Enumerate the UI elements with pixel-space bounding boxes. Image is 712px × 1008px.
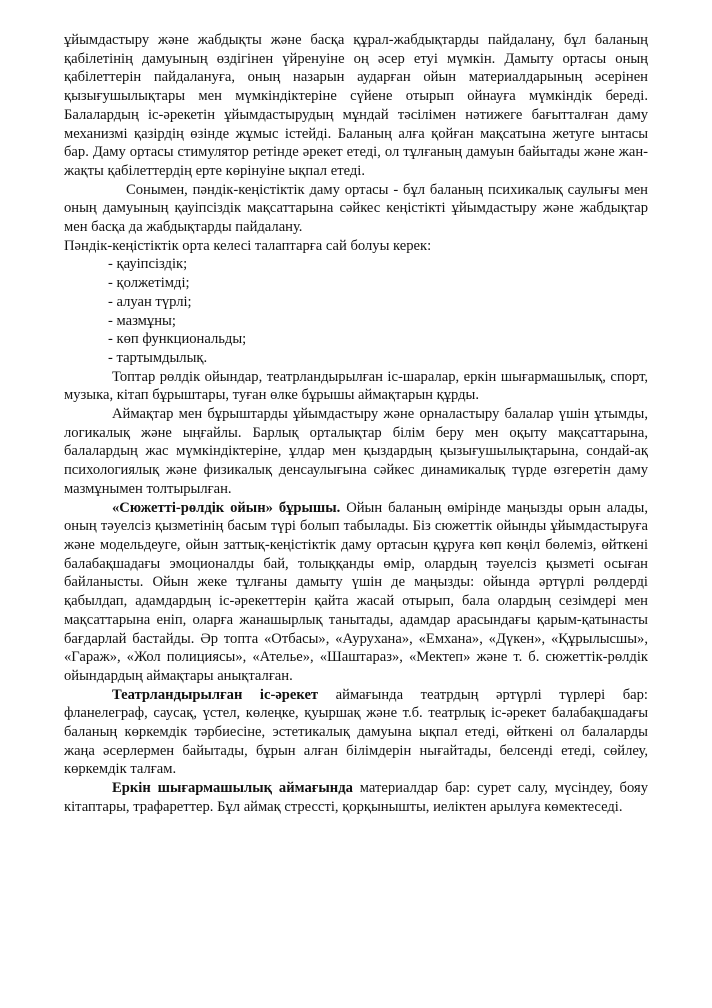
theatre-text: аймағында театрдың әртүрлі түрлері бар: фланелеграф, саусақ, үстел, көлеңке, қуыршақ және т.б. театрлық іс-әрекет балабақшадағы баланың көркемдік тәрбиесіне, эстетикалық дамуына ықпал етеді, өйткені ол балаларды жаңа әсерлермен байытады, бұрын алған білімдерін нығайтады, белсенді етеді, сөйлеу, көркемдік талғам. [64, 686, 648, 778]
requirement-item: - қауіпсіздік; [108, 256, 188, 273]
requirements-intro: Пәндік-кеңістіктік орта келесі талаптарға сай болуы керек: [64, 237, 432, 254]
paragraph-theatre [64, 686, 648, 780]
requirement-item: - мазмұны; [108, 312, 176, 329]
requirement-item: - қолжетімді; [108, 275, 190, 292]
creativity-text: материалдар бар: сурет салу, мүсіндеу, бояу кітаптары, трафареттер. Бұл аймақ стрессті, қорқынышты, иеліктен арылуға көмектеседі. [64, 780, 648, 815]
document-page [64, 31, 648, 817]
paragraph-creativity [64, 779, 648, 816]
paragraph-definition: Сонымен, пәндік-кеңістіктік даму ортасы - бұл баланың психикалық саулығы мен оның дамуының қауіпсіздік мақсаттарына сәйкес кеңістікті ұйымдастыру және жабдықтар мен басқа да жабдықтарды пайдалану. [64, 181, 648, 236]
role-play-heading: «Сюжетті-рөлдік ойын» бұрышы. [112, 499, 341, 516]
paragraph-role-play [64, 499, 648, 686]
theatre-heading: Театрландырылған іс-әрекет [112, 686, 319, 703]
requirement-item: - алуан түрлі; [108, 293, 192, 310]
requirement-item: - тартымдылық. [108, 349, 208, 366]
paragraph-zones: Топтар рөлдік ойындар, театрландырылған іс-шаралар, еркін шығармашылық, спорт, музыка, кітап бұрыштары, туған өлке бұрышы аймақтарын құрды. [64, 368, 648, 404]
paragraph-organization: Аймақтар мен бұрыштарды ұйымдастыру және орналастыру балалар үшін ұтымды, логикалық және ыңғайлы. Барлық орталықтар білім беру мен оқыту мақсаттарына, балалардың жас мүмкіндіктеріне, ұлдар мен қыздардың қызығушылықтарына, сондай-ақ психологиялық және физикалық денсаулығына сәйкес динамикалық түрде өзгеретін даму мазмұнымен толтырылған. [64, 406, 648, 497]
paragraph-environment-intro: ұйымдастыру және жабдықты және басқа құрал-жабдықтарды пайдалану, бұл баланың қабілетінің дамуының өздігінен үйренуіне оң әсер етуі мүмкін. Дамыту ортасы оның қабілеттерін пайдалануға, оның назарын аударған ойын материалдарының әсерінен қызығушылықтары мен мүмкіндіктеріне сүйене отырып ойнауға мүмкіндік береді. Балалардың іс-әрекетін ұйымдастырудың мұндай тәсілімен нәтижеге бағытталған даму механизмі қазірдің өзінде жұмыс істейді. Баланың алға қойған мақсатына жетуге ынтасы бар. Даму ортасы стимулятор ретінде әрекет етеді, ол тұлғаның дамуын байытады және жан-жақты қабілеттердің ерте көрінуіне ықпал етеді. [64, 32, 648, 179]
creativity-heading: Еркін шығармашылық аймағында [112, 780, 353, 797]
requirement-item: - көп функциональды; [108, 331, 247, 348]
role-play-text: Ойын баланың өмірінде маңызды орын алады, оның тәуелсіз қызметінің басым түрі болып табылады. Біз сюжеттік ойынды ұйымдастыруға және модельдеуге, ойын заттық-кеңістіктік даму ортасын құруға көп көңіл бөлеміз, өйткені балабақшадағы эмоционалды бай, толыққанды өмір, олардың тәуелсіз қызметі осыған байланысты. Ойын жеке тұлғаны дамыту үшін де маңызды: ойында әртүрлі рөлдерді қабылдап, адамдардың іс-әрекеттерін қайта жасай отырып, бала олардың сезімдері мен мақсаттарына еніп, оларға жанашырлық танытады, адамдар арасындағы қарым-қатынасты бағдарлай бастайды. Әр топта «Отбасы», «Аурухана», «Емхана», «Дүкен», «Құрылысшы», «Гараж», «Жол полициясы», «Ательe», «Шаштараз», «Мектеп» және т. б. сюжеттік-рөлдік ойындардың аймақтары анықталған. [64, 499, 649, 684]
requirements-list [64, 255, 648, 367]
